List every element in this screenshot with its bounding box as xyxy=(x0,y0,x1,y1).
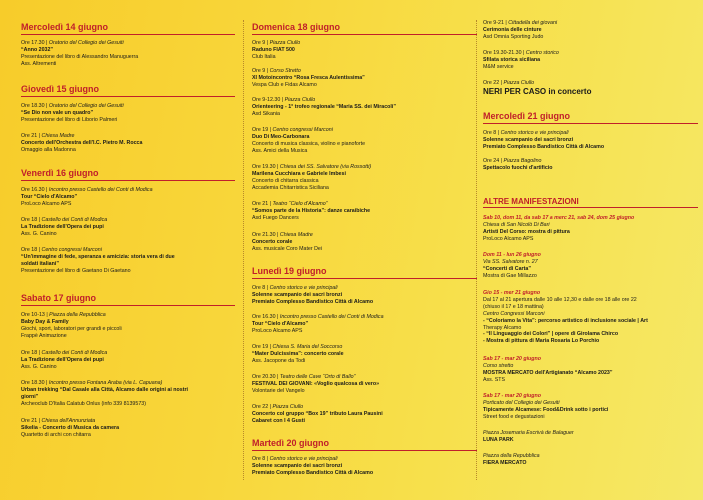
event-meta: Ore 18.30 | Oratorio del Collegio dei Gesuiti xyxy=(21,103,124,109)
event-detail: Concerto di musica classica, violino e pianoforte xyxy=(252,140,366,147)
day-heading: Lunedì 19 giugno xyxy=(252,266,477,279)
event-detail: Asd Omnia Sporting Judo xyxy=(483,33,544,40)
event-title: “Somos parte de la Historia”: danze caraibiche xyxy=(252,207,371,214)
other-event xyxy=(483,356,698,384)
event-title: Cerimonia delle cinture xyxy=(483,26,542,33)
event-title: “Se Dio non vale un quadro” xyxy=(21,109,94,116)
event-detail: Ass. Altrementi xyxy=(21,60,57,67)
day-heading: Domenica 18 giugno xyxy=(252,22,477,35)
event xyxy=(21,40,235,68)
other-events-heading: ALTRE MANIFESTAZIONI xyxy=(483,196,698,208)
event-title: Raduno FIAT 500 xyxy=(252,46,295,53)
event xyxy=(483,80,698,97)
event-detail: Presentazione del libro di Gaetano Di Gaetano xyxy=(21,267,131,274)
other-event-title: Tipicamente Alcamese: Food&Drink sotto i portici xyxy=(483,406,609,413)
event-meta: Ore 21.30 | Chiesa Madre xyxy=(252,232,313,238)
other-event-detail: Mostra di Gae Millazzo xyxy=(483,272,537,279)
other-event-venue: Corso stretto xyxy=(483,362,514,369)
other-event-venue: Piazza della Repubblica xyxy=(483,453,540,459)
event-title: Urban trekking “Dal Casale alla Città, Alcamo dalle origini ai nostri xyxy=(21,386,188,393)
event-title: Orienteering - 1° trofeo regionale “Maria SS. dei Miracoli” xyxy=(252,103,396,110)
event-meta: Ore 21 | Teatro “Cielo d'Alcamo” xyxy=(252,201,328,207)
event xyxy=(252,40,477,61)
event-detail: Accademia Chitarristica Siciliana xyxy=(252,184,329,191)
day-heading: Giovedì 15 giugno xyxy=(21,84,235,97)
other-event-detail: Dal 17 al 21 apertura dalle 10 alle 12,30 e dalle ore 18 alle ore 22 xyxy=(483,296,637,303)
event-meta: Ore 22 | Piazza Ciullo xyxy=(483,80,535,86)
event-meta: Ore 9-21 | Cittadella dei giovani xyxy=(483,20,558,26)
other-event-dates: Dom 11 - lun 26 giugno xyxy=(483,252,541,258)
other-event xyxy=(483,290,698,345)
event-title: FESTIVAL DEI GIOVANI: «Voglio qualcosa di vero» xyxy=(252,380,380,387)
event-meta: Ore 18 | Castello dei Conti di Modica xyxy=(21,350,108,356)
other-event-title: LUNA PARK xyxy=(483,436,514,443)
event-title: Premiato Complesso Bandistico Città di Alcamo xyxy=(483,143,605,150)
event-title: Premiato Complesso Bandistico Città di Alcamo xyxy=(252,469,374,476)
event xyxy=(21,133,235,154)
event-title: NERI PER CASO in concerto xyxy=(483,86,592,96)
event-title: Concerto corale xyxy=(252,238,293,245)
event-title: La Tradizione dell'Opera dei pupi xyxy=(21,223,104,230)
day-heading: Mercoledì 14 giugno xyxy=(21,22,235,35)
event-detail: Volontarie del Vangelo xyxy=(252,387,305,394)
other-event-title: “Concerti di Carta” xyxy=(483,265,531,272)
event-title: Concerto col gruppo “Box 19” tributo Laura Pausini xyxy=(252,410,383,417)
other-event xyxy=(483,430,698,444)
event-detail: Ass. Jacopone da Todi xyxy=(252,357,306,364)
event-meta: Ore 8 | Centro storico e vie principali xyxy=(252,456,338,462)
event-meta: Ore 18 | Centro congressi Marconi xyxy=(21,247,102,253)
column-divider xyxy=(243,20,244,480)
other-event-detail: Therapy Alcamo xyxy=(483,324,522,331)
event-detail: Ass. Amici della Musica xyxy=(252,147,308,154)
event-detail: Omaggio alla Madonna xyxy=(21,146,76,153)
event-meta: Ore 19.30-21.30 | Centro storico xyxy=(483,50,559,56)
event xyxy=(483,20,698,41)
event xyxy=(252,201,477,222)
event xyxy=(252,374,477,395)
event-meta: Ore 18 | Castello dei Conti di Modica xyxy=(21,217,108,223)
event-title: Duo Di Meo-Carbonara xyxy=(252,133,310,140)
event-title: “Anno 2032” xyxy=(21,46,54,53)
event xyxy=(252,456,477,477)
day-heading: Mercoledì 21 giugno xyxy=(483,111,698,124)
event-meta: Ore 16.30 | Incontro presso Castello dei Conti di Modica xyxy=(252,314,384,320)
event-detail: Asd Sikania xyxy=(252,110,280,117)
event-title: Sfilata storica siciliana xyxy=(483,56,541,63)
other-event xyxy=(483,453,698,467)
event xyxy=(483,130,698,151)
event xyxy=(483,50,698,71)
event-title: Marilena Cucchiara e Gabriele Imbesi xyxy=(252,170,346,177)
event-detail: Ass. G. Canino xyxy=(21,230,57,237)
other-event-venue: Piazza Josemaria Escrivà de Balaguer xyxy=(483,430,574,436)
other-event-venue: Porticato del Collegio dei Gesuiti xyxy=(483,399,560,406)
event-meta: Ore 9 | Piazza Ciullo xyxy=(252,40,301,46)
event-title: “Mater Dulcissima”: concerto corale xyxy=(252,350,344,357)
other-event-title: - Mostra di pittura di Maria Rosaria Lo Porchio xyxy=(483,338,600,345)
event xyxy=(252,314,477,335)
event-meta: Ore 21 | Chiesa Madre xyxy=(21,133,75,139)
event-meta: Ore 9-12.30 | Piazza Ciullo xyxy=(252,97,316,103)
event-detail: Ass. musicale Coro Mater Dei xyxy=(252,245,323,252)
event-meta: Ore 18.30 | Incontro presso Fontana Araba (via L. Capuana) xyxy=(21,380,163,386)
event-meta: Ore 19 | Centro congressi Marconi xyxy=(252,127,333,133)
event-meta: Ore 21 | Chiesa dell'Annunziata xyxy=(21,418,96,424)
event xyxy=(21,187,235,208)
other-event-venue: Chiesa di San Nicolò Di Bari xyxy=(483,221,550,228)
event-detail: ProLoco Alcamo APS xyxy=(21,200,72,207)
event xyxy=(21,217,235,238)
event xyxy=(252,164,477,192)
event-detail: Asd Fuego Dancers xyxy=(252,214,299,221)
event xyxy=(252,344,477,365)
event-meta: Ore 17.30 | Oratorio del Collegio dei Gesuiti xyxy=(21,40,124,46)
event-detail: Ass. G. Canino xyxy=(21,363,57,370)
event xyxy=(252,68,477,89)
event-detail: Club Italia xyxy=(252,53,276,60)
other-event-venue: Centro Congressi Marconi xyxy=(483,310,545,317)
other-event-detail: (chiuso il 17 e 18 mattina) xyxy=(483,303,544,310)
event-title: Baby Day & Family xyxy=(21,318,69,325)
event xyxy=(21,103,235,124)
event-detail: Vespa Club e Fidas Alcamo xyxy=(252,81,317,88)
event-detail: Presentazione del libro di Liborio Palmeri xyxy=(21,116,118,123)
other-event-venue: Via SS. Salvatore n. 27 xyxy=(483,258,538,265)
day-heading: Martedì 20 giugno xyxy=(252,438,477,451)
event-title: Sikelia - Concerto di Musica da camera xyxy=(21,424,120,431)
event-detail: Presentazione del libro di Alessandro Manuguerra xyxy=(21,53,139,60)
event-meta: Ore 20.30 | Teatro delle Cave “Orto di Ballo” xyxy=(252,374,356,380)
event-detail: Archeoclub D'Italia Calatub Onlus (info 339 8139573) xyxy=(21,400,146,407)
other-event-detail: Street food e degustazioni xyxy=(483,413,545,420)
event xyxy=(21,380,235,408)
event-title: Spettacolo fuochi d'artificio xyxy=(483,164,553,171)
other-event-title: - “Il Linguaggio dei Colori” | opere di Girolama Chirco xyxy=(483,331,619,338)
other-event-dates: Sab 17 - mar 20 giugno xyxy=(483,393,541,399)
day-heading: Venerdì 16 giugno xyxy=(21,168,235,181)
event-meta: Ore 19 | Chiesa S. Maria del Soccorso xyxy=(252,344,343,350)
event-meta: Ore 24 | Piazza Bagolino xyxy=(483,158,542,164)
other-event xyxy=(483,215,698,243)
other-event-title: FIERA MERCATO xyxy=(483,459,527,466)
event-title: Concerto dell'Orchestra dell'I.C. Pietro M. Rocca xyxy=(21,139,143,146)
event-meta: Ore 16.30 | Incontro presso Castello dei Conti di Modica xyxy=(21,187,153,193)
day-heading: Sabato 17 giugno xyxy=(21,293,235,306)
event-meta: Ore 19.30 | Chiesa dei SS. Salvatore (via Rossotti) xyxy=(252,164,372,170)
event-meta: Ore 8 | Centro storico e vie principali xyxy=(252,285,338,291)
other-event-detail: ProLoco Alcamo APS xyxy=(483,235,534,242)
other-event xyxy=(483,252,698,280)
event-meta: Ore 22 | Piazza Ciullo xyxy=(252,404,304,410)
event-title: La Tradizione dell'Opera dei pupi xyxy=(21,356,104,363)
event xyxy=(252,285,477,306)
event-detail: Frappè Animazione xyxy=(21,332,67,339)
other-event-dates: Gio 15 - mer 21 giugno xyxy=(483,290,541,296)
event xyxy=(21,312,235,340)
event-title: “Un'immagine di fede, speranza e amicizia: storia vera di due xyxy=(21,253,175,260)
event-meta: Ore 8 | Centro storico e vie principali xyxy=(483,130,569,136)
event-detail: Giochi, sport, laboratori per grandi e piccoli xyxy=(21,325,122,332)
other-event-title: MOSTRA MERCATO dell'Artigianato “Alcamo 2023” xyxy=(483,369,613,376)
event xyxy=(252,232,477,253)
event-title: Cabaret con I 4 Gusti xyxy=(252,417,305,424)
event xyxy=(483,158,698,172)
event xyxy=(21,350,235,371)
event-meta: Ore 9 | Corso Stretto xyxy=(252,68,301,74)
event xyxy=(252,404,477,425)
other-event-dates: Sab 17 - mar 20 giugno xyxy=(483,356,541,362)
event xyxy=(21,418,235,439)
event-meta: Ore 10-13 | Piazza della Repubblica xyxy=(21,312,106,318)
other-event xyxy=(483,393,698,421)
event-title: soldati italiani” xyxy=(21,260,59,267)
event-title: Premiato Complesso Bandistico Città di Alcamo xyxy=(252,298,374,305)
event-title: Solenne scampanio dei sacri bronzi xyxy=(252,291,343,298)
event-detail: Concerto di chitarra classica xyxy=(252,177,319,184)
event-detail: M&M service xyxy=(483,63,514,70)
other-event-title: - “Coloriamo la Vita”: percorso artistico di inclusione sociale | Art xyxy=(483,317,648,324)
event-title: Solenne scampanio dei sacri bronzi xyxy=(252,462,343,469)
event-title: Tour “Cielo d'Alcamo” xyxy=(21,193,78,200)
event xyxy=(252,127,477,155)
event-title: Tour “Cielo d'Alcamo” xyxy=(252,320,309,327)
event-title: Solenne scampanio dei sacri bronzi xyxy=(483,136,574,143)
event xyxy=(21,247,235,275)
event-detail: ProLoco Alcamo APS xyxy=(252,327,303,334)
other-event-detail: Ass. STS xyxy=(483,376,506,383)
event-detail: Quartetto di archi con chitarra xyxy=(21,431,91,438)
event-title: giorni” xyxy=(21,393,39,400)
other-event-title: Artisti Del Corso: mostra di pittura xyxy=(483,228,570,235)
event-title: XI Motoincontro “Rosa Fresca Aulentissima” xyxy=(252,74,365,81)
event xyxy=(252,97,477,118)
other-event-dates: Sab 10, dom 11, da sab 17 a merc 21, sab 24, dom 25 giugno xyxy=(483,215,635,221)
